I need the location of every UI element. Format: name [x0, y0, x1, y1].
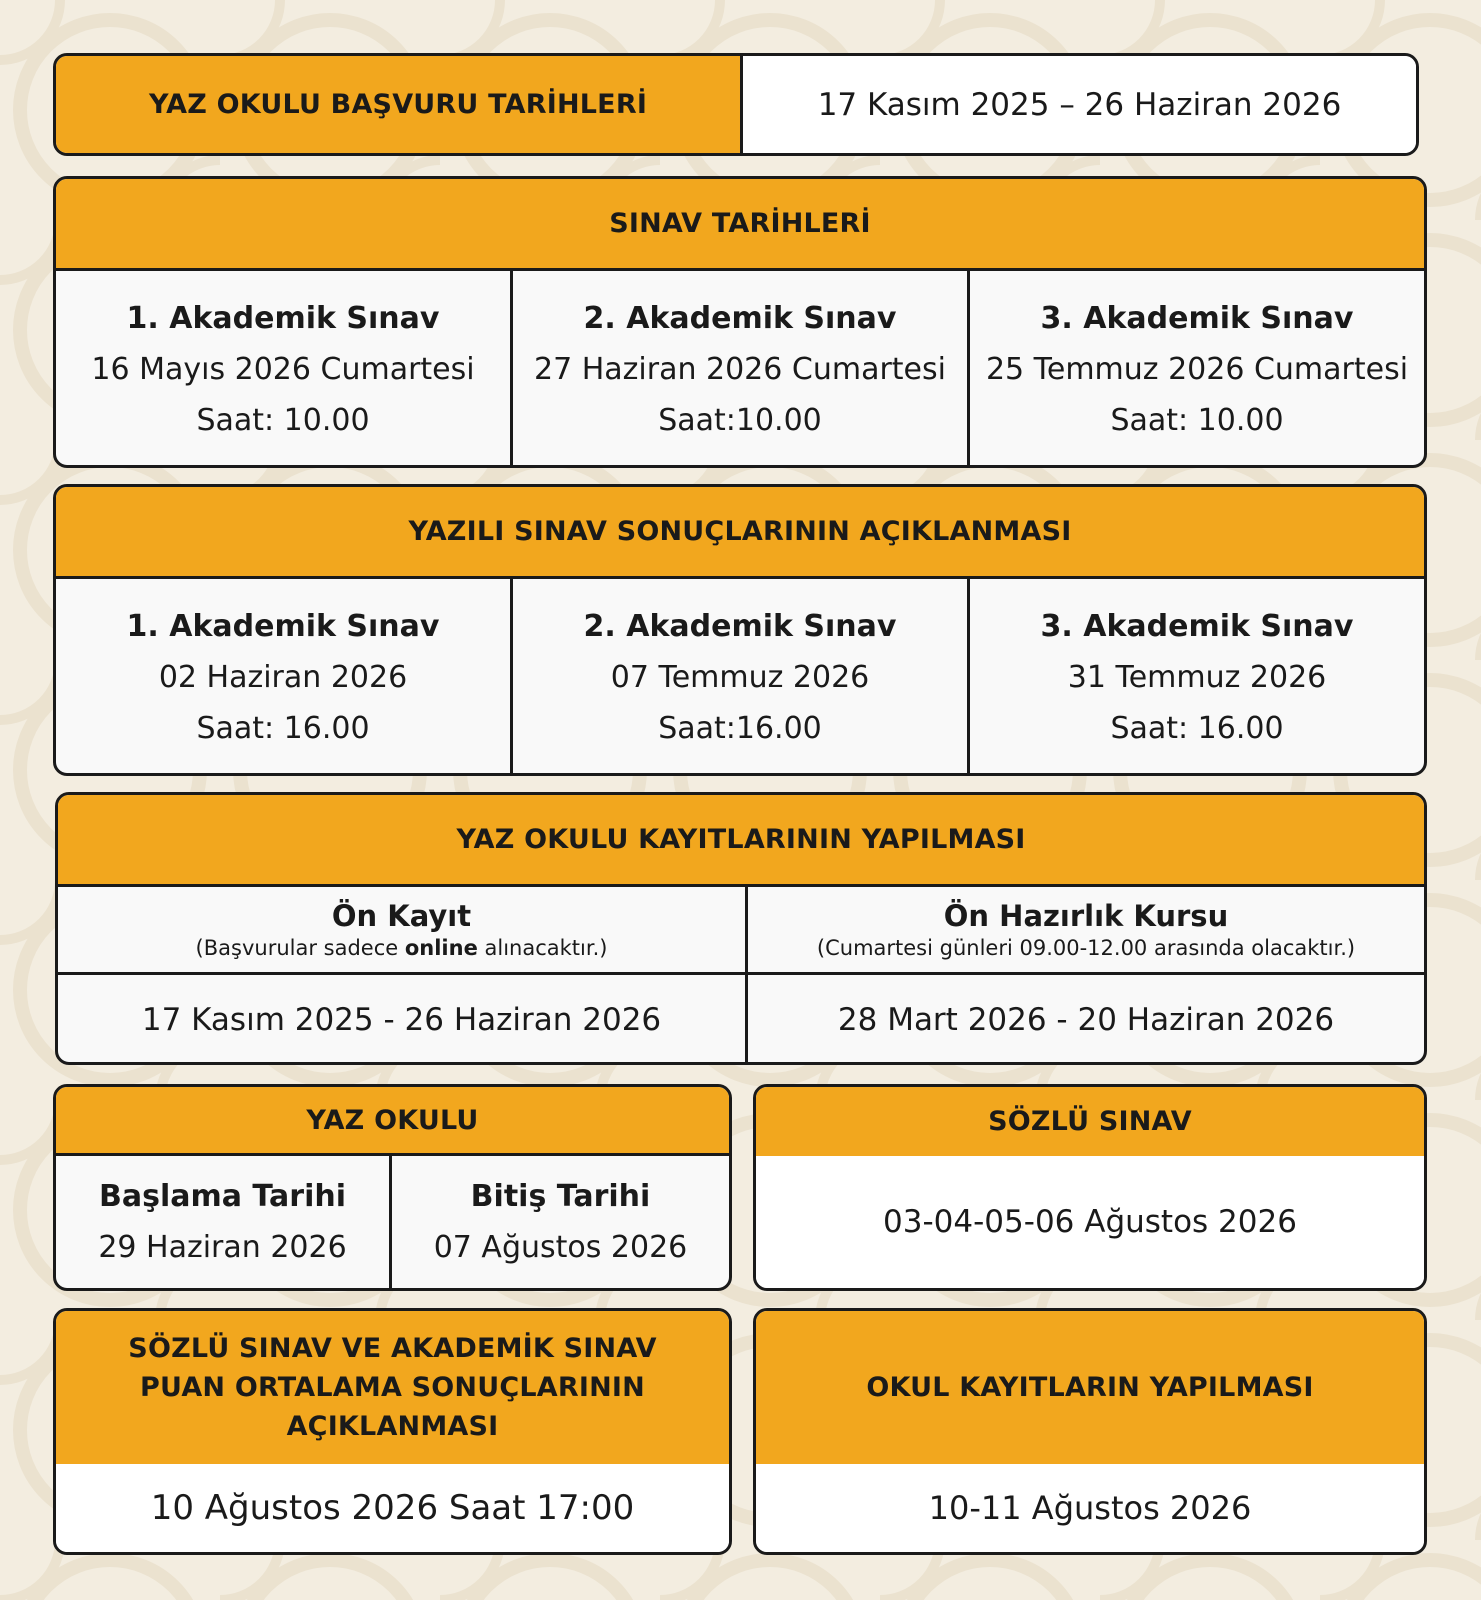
exam-dates-box — [53, 176, 1427, 468]
result-1-name: 1. Akademik Sınav — [126, 609, 440, 644]
exam-1-name: 1. Akademik Sınav — [126, 301, 440, 336]
registration-title: YAZ OKULU KAYITLARININ YAPILMASI — [58, 795, 1424, 887]
result-3-date: 31 Temmuz 2026 — [1067, 660, 1327, 695]
exam-2-date: 27 Haziran 2026 Cumartesi — [534, 352, 946, 387]
result-1-date: 02 Haziran 2026 — [158, 660, 408, 695]
score-results-title-line-1: SÖZLÜ SINAV VE AKADEMİK SINAV — [128, 1333, 657, 1364]
pre-registration-dates — [58, 975, 745, 1065]
exam-2-name: 2. Akademik Sınav — [583, 301, 897, 336]
school-registration-title: OKUL KAYITLARIN YAPILMASI — [756, 1311, 1424, 1464]
exam-1 — [56, 271, 510, 468]
exam-3 — [967, 271, 1424, 468]
exam-3-time: Saat: 10.00 — [1110, 403, 1284, 438]
pre-registration-value: 17 Kasım 2025 - 26 Haziran 2026 — [141, 1001, 662, 1038]
result-3-name: 3. Akademik Sınav — [1040, 609, 1354, 644]
score-results-value: 10 Ağustos 2026 Saat 17:00 — [56, 1464, 729, 1552]
result-2-time: Saat:16.00 — [658, 711, 822, 746]
exam-3-name: 3. Akademik Sınav — [1040, 301, 1354, 336]
score-results-title-line-3: AÇIKLANMASI — [286, 1411, 499, 1442]
score-results-title-line-2: PUAN ORTALAMA SONUÇLARININ — [140, 1372, 645, 1403]
summer-school-box — [53, 1084, 732, 1291]
exam-1-date: 16 Mayıs 2026 Cumartesi — [91, 352, 475, 387]
oral-exam-box — [753, 1084, 1427, 1291]
result-2-date: 07 Temmuz 2026 — [610, 660, 870, 695]
registration-box — [55, 792, 1427, 1065]
exam-1-time: Saat: 10.00 — [196, 403, 370, 438]
score-results-title — [56, 1311, 729, 1464]
summer-school-start — [56, 1156, 389, 1288]
results-box — [53, 484, 1427, 776]
pre-registration-header — [58, 887, 745, 972]
pre-registration-title: Ön Kayıt — [331, 898, 472, 933]
result-2 — [510, 579, 967, 776]
application-dates-box — [53, 53, 1419, 156]
application-dates-label: YAZ OKULU BAŞVURU TARİHLERİ — [56, 56, 743, 153]
result-2-name: 2. Akademik Sınav — [583, 609, 897, 644]
results-title: YAZILI SINAV SONUÇLARININ AÇIKLANMASI — [56, 487, 1424, 579]
school-registration-box — [753, 1308, 1427, 1555]
end-label: Bitiş Tarihi — [470, 1179, 651, 1214]
start-value: 29 Haziran 2026 — [98, 1230, 347, 1265]
oral-exam-title: SÖZLÜ SINAV — [756, 1087, 1424, 1156]
pre-registration-note: (Başvurular sadece online alınacaktır.) — [195, 935, 608, 960]
summer-school-end — [389, 1156, 729, 1288]
exam-2-time: Saat:10.00 — [658, 403, 822, 438]
prep-course-header — [745, 887, 1424, 972]
result-3 — [967, 579, 1424, 776]
prep-course-value: 28 Mart 2026 - 20 Haziran 2026 — [837, 1001, 1335, 1038]
result-1 — [56, 579, 510, 776]
oral-exam-value: 03-04-05-06 Ağustos 2026 — [756, 1156, 1424, 1288]
result-1-time: Saat: 16.00 — [196, 711, 370, 746]
prep-course-note: (Cumartesi günleri 09.00-12.00 arasında olacaktır.) — [816, 935, 1356, 960]
score-results-box — [53, 1308, 732, 1555]
summer-school-title: YAZ OKULU — [56, 1087, 729, 1156]
end-value: 07 Ağustos 2026 — [433, 1230, 688, 1265]
start-label: Başlama Tarihi — [98, 1179, 346, 1214]
exam-3-date: 25 Temmuz 2026 Cumartesi — [985, 352, 1409, 387]
application-dates-value: 17 Kasım 2025 – 26 Haziran 2026 — [743, 56, 1416, 153]
exam-dates-title: SINAV TARİHLERİ — [56, 179, 1424, 271]
prep-course-dates — [745, 975, 1424, 1065]
result-3-time: Saat: 16.00 — [1110, 711, 1284, 746]
exam-2 — [510, 271, 967, 468]
prep-course-title: Ön Hazırlık Kursu — [943, 898, 1229, 933]
school-registration-value: 10-11 Ağustos 2026 — [756, 1464, 1424, 1552]
